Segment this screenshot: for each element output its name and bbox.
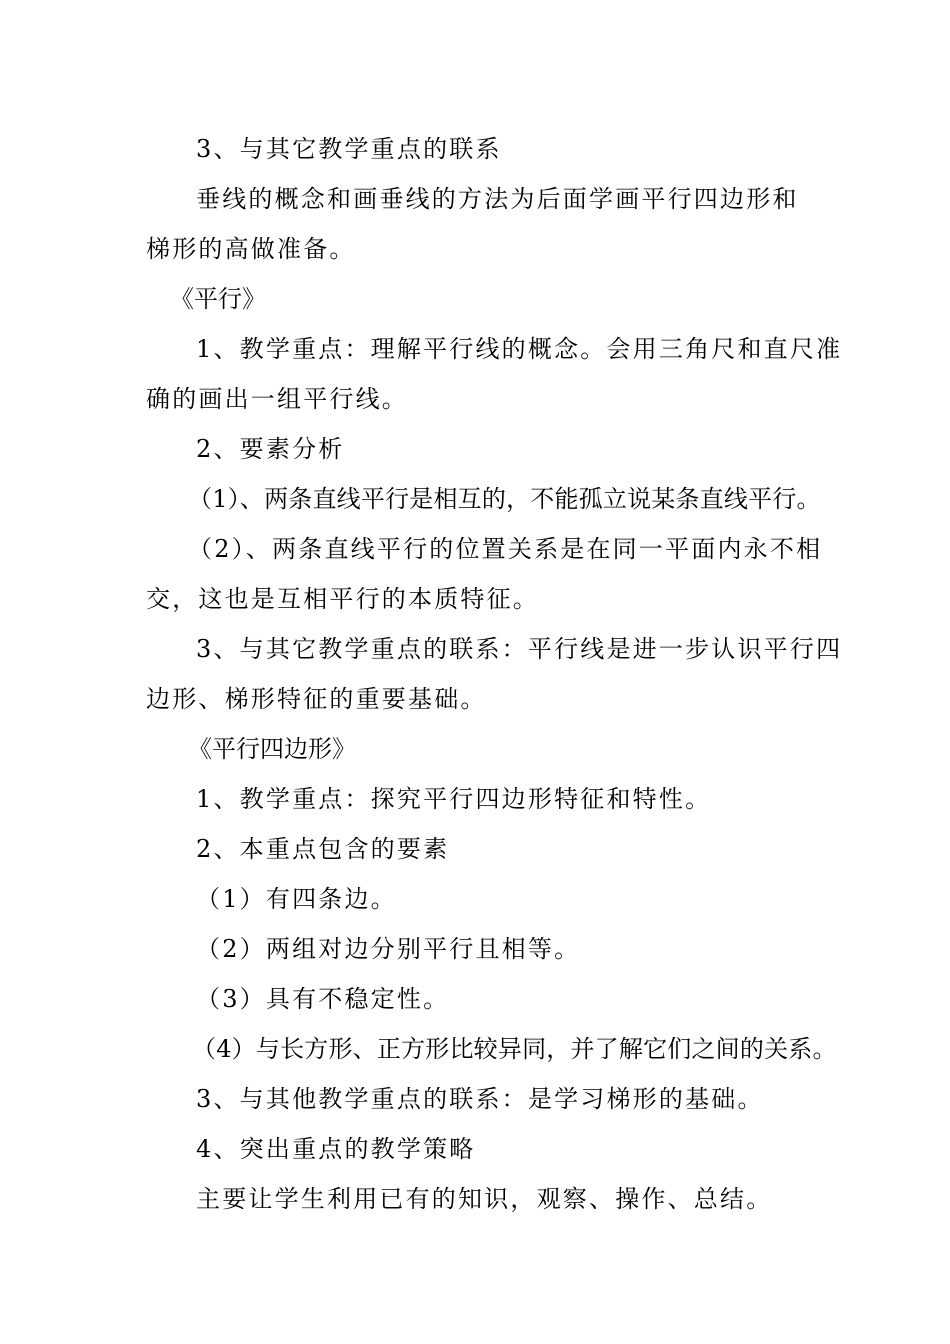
paragraph-line: 2、本重点包含的要素 — [196, 835, 450, 863]
paragraph-line: 主要让学生利用已有的知识，观察、操作、总结。 — [196, 1185, 773, 1213]
paragraph-line: 垂线的概念和画垂线的方法为后面学画平行四边形和 — [196, 185, 799, 213]
paragraph-line: 交，这也是互相平行的本质特征。 — [146, 585, 539, 613]
section-heading: 《平行》 — [170, 285, 266, 313]
paragraph-line: （2）、两条直线平行的位置关系是在同一平面内永不相 — [188, 535, 823, 563]
paragraph-line: 边形、梯形特征的重要基础。 — [146, 685, 487, 713]
paragraph-line: 3、与其它教学重点的联系：平行线是进一步认识平行四 — [196, 635, 843, 663]
paragraph-line: （4）与长方形、正方形比较异同，并了解它们之间的关系。 — [192, 1035, 837, 1063]
paragraph-line: 3、与其他教学重点的联系：是学习梯形的基础。 — [196, 1085, 764, 1113]
paragraph-line: （2）两组对边分别平行且相等。 — [196, 935, 581, 963]
paragraph-line: （1）、两条直线平行是相互的，不能孤立说某条直线平行。 — [188, 485, 821, 513]
paragraph-line: 梯形的高做准备。 — [146, 235, 356, 263]
section-heading: 《平行四边形》 — [188, 735, 356, 763]
paragraph-line: 1、教学重点：探究平行四边形特征和特性。 — [196, 785, 712, 813]
paragraph-line: 1、教学重点：理解平行线的概念。会用三角尺和直尺准 — [196, 335, 843, 363]
paragraph-line: 3、与其它教学重点的联系 — [196, 135, 502, 163]
paragraph-line: 确的画出一组平行线。 — [146, 385, 408, 413]
paragraph-line: 4、突出重点的教学策略 — [196, 1135, 476, 1163]
paragraph-line: （3）具有不稳定性。 — [196, 985, 450, 1013]
paragraph-line: 2、要素分析 — [196, 435, 345, 463]
paragraph-line: （1）有四条边。 — [196, 885, 397, 913]
